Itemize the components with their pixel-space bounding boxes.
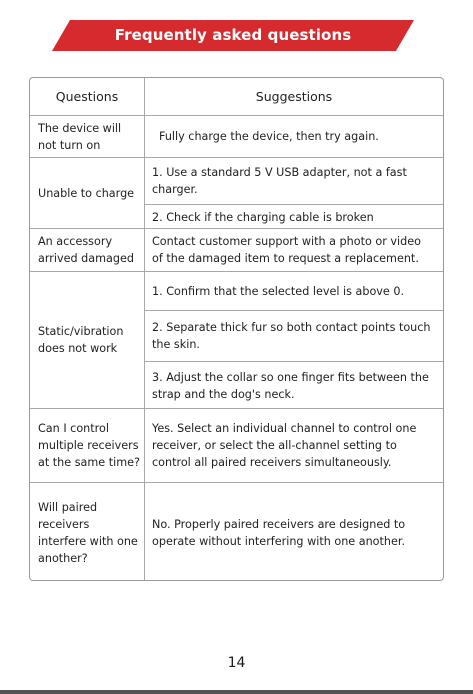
suggestion-cell: Fully charge the device, then try again. <box>159 130 379 143</box>
questions-column-header: Questions <box>30 78 145 115</box>
table-row <box>30 271 443 408</box>
suggestion-item: 1. Use a standard 5 V USB adapter, not a fast charger. <box>152 166 407 196</box>
table-row <box>30 482 443 581</box>
suggestion-item: 1. Confirm that the selected level is above 0. <box>152 284 405 298</box>
suggestion-item: 2. Check if the charging cable is broken <box>145 204 443 229</box>
question-cell: Static/vibration does not work <box>30 272 145 408</box>
table-row <box>30 115 443 157</box>
suggestion-cell: Yes. Select an individual channel to control one receiver, or select the all-channel setting to control all paired receivers simultaneously. <box>152 422 417 469</box>
suggestion-cell <box>145 158 443 228</box>
question-cell: An accessory arrived damaged <box>30 229 145 271</box>
table-row <box>30 408 443 482</box>
question-cell: Unable to charge <box>30 158 145 228</box>
suggestion-item: 3. Adjust the collar so one finger fits between the strap and the dog's neck. <box>145 361 443 409</box>
page-number: 14 <box>227 655 246 671</box>
suggestion-item: 2. Separate thick fur so both contact points touch the skin. <box>145 310 443 361</box>
table-row <box>30 228 443 271</box>
faq-table <box>29 77 444 581</box>
bottom-divider <box>0 690 473 694</box>
suggestion-cell <box>145 272 443 408</box>
suggestion-cell: Contact customer support with a photo or video of the damaged item to request a replacement. <box>152 235 421 265</box>
table-row <box>30 157 443 228</box>
question-cell: The device will not turn on <box>30 116 145 157</box>
title-banner <box>52 20 414 51</box>
suggestion-cell: No. Properly paired receivers are designed to operate without interfering with one another. <box>152 517 406 548</box>
question-cell: Can I control multiple receivers at the same time? <box>30 409 145 482</box>
page-title: Frequently asked questions <box>114 26 352 44</box>
table-header-row <box>30 78 443 115</box>
suggestions-column-header: Suggestions <box>255 89 333 104</box>
question-cell: Will paired receivers interfere with one another? <box>30 483 145 581</box>
